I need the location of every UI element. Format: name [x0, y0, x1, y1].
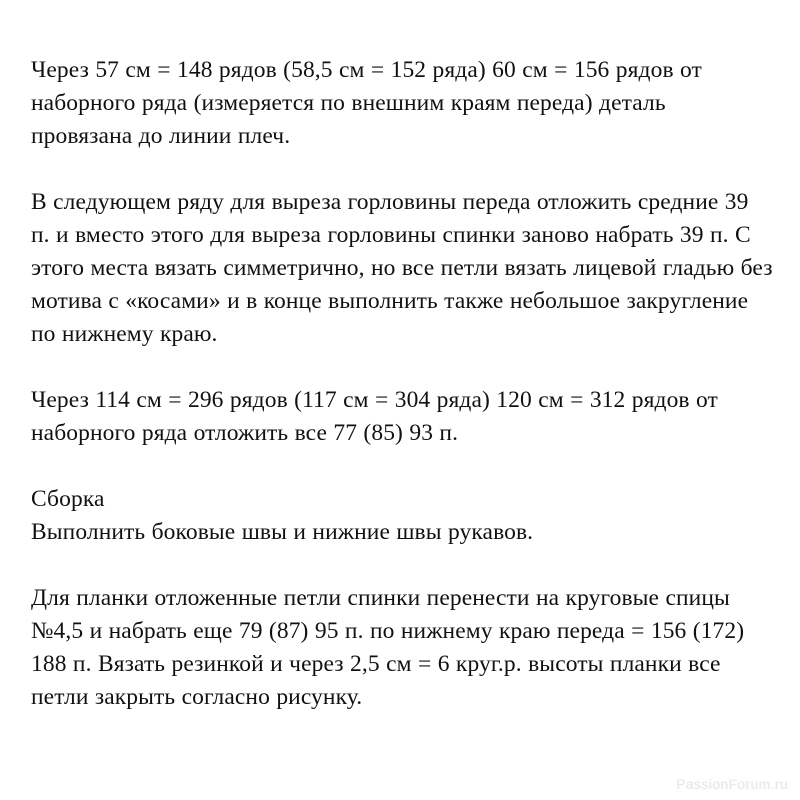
paragraph-assembly-seams: Выполнить боковые швы и нижние швы рукавов. [31, 519, 534, 545]
site-watermark: PassionForum.ru [676, 777, 788, 792]
paragraph-rows-total: Через 114 см = 296 рядов (117 см = 304 ряда) 120 см = 312 рядов от наборного ряда отложить все 77 (85) 93 п. [31, 387, 725, 446]
paragraph-band-instructions: Для планки отложенные петли спинки перенести на круговые спицы №4,5 и набрать еще 79 (87) 95 п. по нижнему краю переда = 156 (172) 188 п. Вязать резинкой и через 2,5 см = 6 круг.р. высоты планки все петли закрыть согласно рисунку. [31, 585, 751, 710]
paragraph-rows-to-shoulder: Через 57 см = 148 рядов (58,5 см = 152 ряда) 60 см = 156 рядов от наборного ряда (измеряется по внешним краям переда) деталь провязана до линии плеч. [31, 57, 709, 149]
pattern-text-body [31, 54, 779, 714]
paragraph-neckline: В следующем ряду для выреза горловины переда отложить средние 39 п. и вместо этого для выреза горловины спинки заново набрать 39 п. С этого места вязать симметрично, но все петли вязать лицевой гладью без мотива с «косами» и в конце выполнить также небольшое закругление по нижнему краю. [31, 189, 779, 347]
section-heading-assembly: Сборка [31, 486, 105, 512]
